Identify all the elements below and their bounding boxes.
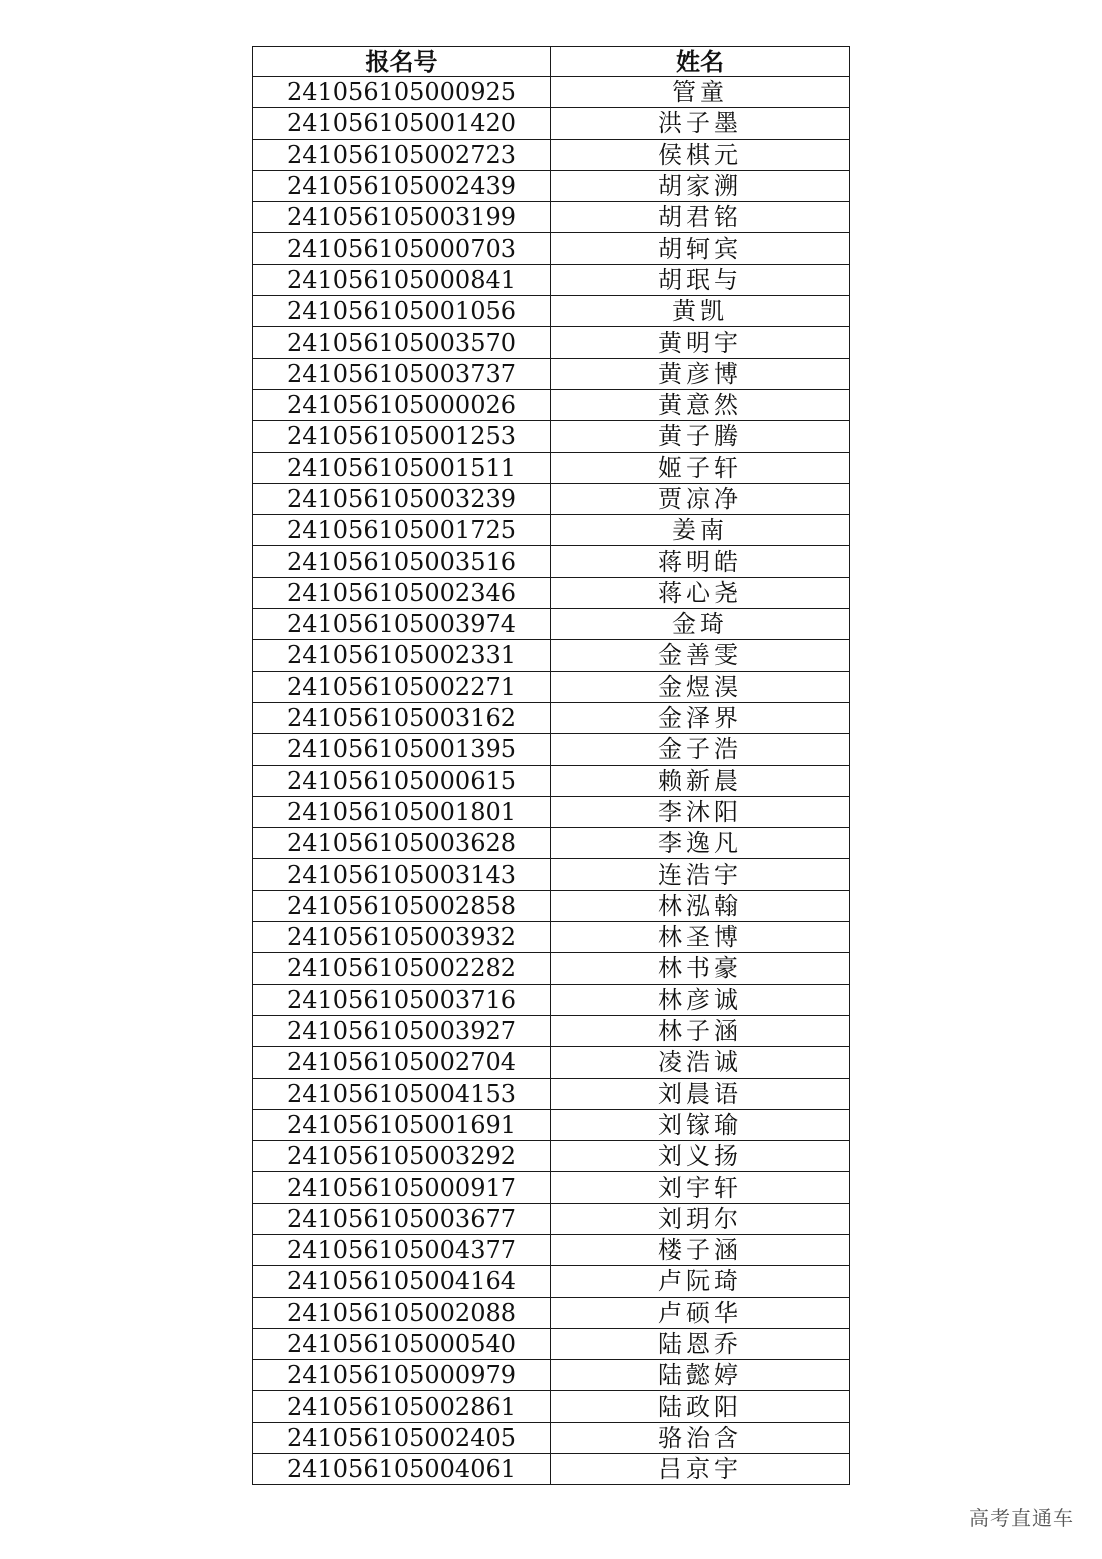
name-cell: 李沐阳 bbox=[551, 796, 850, 827]
registration-number-cell: 241056105003677 bbox=[253, 1203, 551, 1234]
registration-number-cell: 241056105000540 bbox=[253, 1328, 551, 1359]
name-cell: 刘宇轩 bbox=[551, 1172, 850, 1203]
table-row bbox=[253, 671, 850, 702]
name-cell: 黄凯 bbox=[551, 296, 850, 327]
registration-table bbox=[252, 46, 850, 1485]
name-cell: 李逸凡 bbox=[551, 828, 850, 859]
name-cell: 黄意然 bbox=[551, 389, 850, 420]
table-row bbox=[253, 828, 850, 859]
table-row bbox=[253, 1015, 850, 1046]
registration-number-cell: 241056105000925 bbox=[253, 77, 551, 108]
table-header-row bbox=[253, 47, 850, 77]
registration-number-cell: 241056105002723 bbox=[253, 139, 551, 170]
registration-number-cell: 241056105003292 bbox=[253, 1141, 551, 1172]
table-row bbox=[253, 640, 850, 671]
registration-number-cell: 241056105002331 bbox=[253, 640, 551, 671]
table-row bbox=[253, 953, 850, 984]
table-row bbox=[253, 890, 850, 921]
name-cell: 黄明宇 bbox=[551, 327, 850, 358]
registration-number-cell: 241056105003974 bbox=[253, 609, 551, 640]
name-cell: 林书豪 bbox=[551, 953, 850, 984]
registration-number-cell: 241056105001691 bbox=[253, 1109, 551, 1140]
name-cell: 卢硕华 bbox=[551, 1297, 850, 1328]
table-row bbox=[253, 765, 850, 796]
table-row bbox=[253, 609, 850, 640]
name-cell: 贾凉净 bbox=[551, 483, 850, 514]
registration-number-cell: 241056105001511 bbox=[253, 452, 551, 483]
table-row bbox=[253, 1109, 850, 1140]
name-cell: 蒋明皓 bbox=[551, 546, 850, 577]
registration-number-cell: 241056105003628 bbox=[253, 828, 551, 859]
table-row bbox=[253, 1141, 850, 1172]
name-cell: 管童 bbox=[551, 77, 850, 108]
name-cell: 刘义扬 bbox=[551, 1141, 850, 1172]
table-row bbox=[253, 796, 850, 827]
name-cell: 陆恩乔 bbox=[551, 1328, 850, 1359]
table-row bbox=[253, 421, 850, 452]
name-cell: 赖新晨 bbox=[551, 765, 850, 796]
name-cell: 胡珉与 bbox=[551, 264, 850, 295]
table-row bbox=[253, 483, 850, 514]
table-row bbox=[253, 1172, 850, 1203]
name-cell: 金琦 bbox=[551, 609, 850, 640]
table-row bbox=[253, 984, 850, 1015]
name-cell: 胡君铭 bbox=[551, 202, 850, 233]
registration-number-cell: 241056105001395 bbox=[253, 734, 551, 765]
name-cell: 林圣博 bbox=[551, 922, 850, 953]
name-cell: 姜南 bbox=[551, 515, 850, 546]
table-row bbox=[253, 108, 850, 139]
registration-number-cell: 241056105002271 bbox=[253, 671, 551, 702]
name-cell: 金煜淏 bbox=[551, 671, 850, 702]
registration-number-cell: 241056105003162 bbox=[253, 702, 551, 733]
table-row bbox=[253, 452, 850, 483]
registration-number-cell: 241056105003199 bbox=[253, 202, 551, 233]
name-cell: 骆治含 bbox=[551, 1422, 850, 1453]
table-row bbox=[253, 389, 850, 420]
name-cell: 黄彦博 bbox=[551, 358, 850, 389]
registration-number-cell: 241056105004061 bbox=[253, 1454, 551, 1485]
name-cell: 胡家溯 bbox=[551, 170, 850, 201]
table-row bbox=[253, 358, 850, 389]
registration-number-cell: 241056105001801 bbox=[253, 796, 551, 827]
name-cell: 刘镓瑜 bbox=[551, 1109, 850, 1140]
registration-number-cell: 241056105000979 bbox=[253, 1360, 551, 1391]
name-cell: 林泓翰 bbox=[551, 890, 850, 921]
name-cell: 黄子腾 bbox=[551, 421, 850, 452]
table-row bbox=[253, 922, 850, 953]
table-row bbox=[253, 1266, 850, 1297]
name-cell: 刘玥尔 bbox=[551, 1203, 850, 1234]
name-cell: 姬子轩 bbox=[551, 452, 850, 483]
table-row bbox=[253, 1328, 850, 1359]
table-row bbox=[253, 1234, 850, 1265]
table-row bbox=[253, 170, 850, 201]
name-cell: 连浩宇 bbox=[551, 859, 850, 890]
registration-number-cell: 241056105001725 bbox=[253, 515, 551, 546]
registration-number-cell: 241056105001253 bbox=[253, 421, 551, 452]
table-row bbox=[253, 515, 850, 546]
table-row bbox=[253, 1047, 850, 1078]
name-cell: 洪子墨 bbox=[551, 108, 850, 139]
table-row bbox=[253, 734, 850, 765]
table-row bbox=[253, 1203, 850, 1234]
registration-number-cell: 241056105002282 bbox=[253, 953, 551, 984]
table-row bbox=[253, 139, 850, 170]
registration-number-cell: 241056105002858 bbox=[253, 890, 551, 921]
name-cell: 刘晨语 bbox=[551, 1078, 850, 1109]
table-row bbox=[253, 577, 850, 608]
registration-number-cell: 241056105002704 bbox=[253, 1047, 551, 1078]
table-row bbox=[253, 1297, 850, 1328]
table-row bbox=[253, 327, 850, 358]
table-row bbox=[253, 702, 850, 733]
name-cell: 胡轲宾 bbox=[551, 233, 850, 264]
name-cell: 林子涵 bbox=[551, 1015, 850, 1046]
header-name: 姓名 bbox=[551, 47, 850, 77]
registration-number-cell: 241056105004153 bbox=[253, 1078, 551, 1109]
registration-number-cell: 241056105002088 bbox=[253, 1297, 551, 1328]
registration-number-cell: 241056105000615 bbox=[253, 765, 551, 796]
registration-number-cell: 241056105002346 bbox=[253, 577, 551, 608]
name-cell: 凌浩诚 bbox=[551, 1047, 850, 1078]
registration-number-cell: 241056105003716 bbox=[253, 984, 551, 1015]
registration-number-cell: 241056105003932 bbox=[253, 922, 551, 953]
registration-number-cell: 241056105004377 bbox=[253, 1234, 551, 1265]
watermark-text: 高考直通车 bbox=[969, 1506, 1074, 1530]
registration-number-cell: 241056105001420 bbox=[253, 108, 551, 139]
name-cell: 卢阮琦 bbox=[551, 1266, 850, 1297]
name-cell: 金泽界 bbox=[551, 702, 850, 733]
registration-number-cell: 241056105000841 bbox=[253, 264, 551, 295]
registration-number-cell: 241056105000917 bbox=[253, 1172, 551, 1203]
registration-number-cell: 241056105003927 bbox=[253, 1015, 551, 1046]
table-row bbox=[253, 296, 850, 327]
registration-number-cell: 241056105002861 bbox=[253, 1391, 551, 1422]
registration-number-cell: 241056105002439 bbox=[253, 170, 551, 201]
table-row bbox=[253, 1454, 850, 1485]
registration-number-cell: 241056105003737 bbox=[253, 358, 551, 389]
registration-number-cell: 241056105003143 bbox=[253, 859, 551, 890]
table-row bbox=[253, 77, 850, 108]
registration-number-cell: 241056105000703 bbox=[253, 233, 551, 264]
name-cell: 林彦诚 bbox=[551, 984, 850, 1015]
table-row bbox=[253, 1391, 850, 1422]
table-row bbox=[253, 264, 850, 295]
table-row bbox=[253, 202, 850, 233]
name-cell: 陆懿婷 bbox=[551, 1360, 850, 1391]
table-body bbox=[253, 77, 850, 1485]
registration-number-cell: 241056105003239 bbox=[253, 483, 551, 514]
table-row bbox=[253, 1360, 850, 1391]
table-row bbox=[253, 1078, 850, 1109]
name-cell: 吕京宇 bbox=[551, 1454, 850, 1485]
table-row bbox=[253, 859, 850, 890]
name-cell: 陆政阳 bbox=[551, 1391, 850, 1422]
name-cell: 蒋心尧 bbox=[551, 577, 850, 608]
name-cell: 金子浩 bbox=[551, 734, 850, 765]
name-cell: 金善雯 bbox=[551, 640, 850, 671]
registration-number-cell: 241056105004164 bbox=[253, 1266, 551, 1297]
registration-number-cell: 241056105001056 bbox=[253, 296, 551, 327]
table-row bbox=[253, 1422, 850, 1453]
registration-number-cell: 241056105003516 bbox=[253, 546, 551, 577]
table-row bbox=[253, 233, 850, 264]
header-registration-number: 报名号 bbox=[253, 47, 551, 77]
registration-number-cell: 241056105000026 bbox=[253, 389, 551, 420]
registration-number-cell: 241056105002405 bbox=[253, 1422, 551, 1453]
name-cell: 侯棋元 bbox=[551, 139, 850, 170]
table-row bbox=[253, 546, 850, 577]
name-cell: 楼子涵 bbox=[551, 1234, 850, 1265]
registration-number-cell: 241056105003570 bbox=[253, 327, 551, 358]
